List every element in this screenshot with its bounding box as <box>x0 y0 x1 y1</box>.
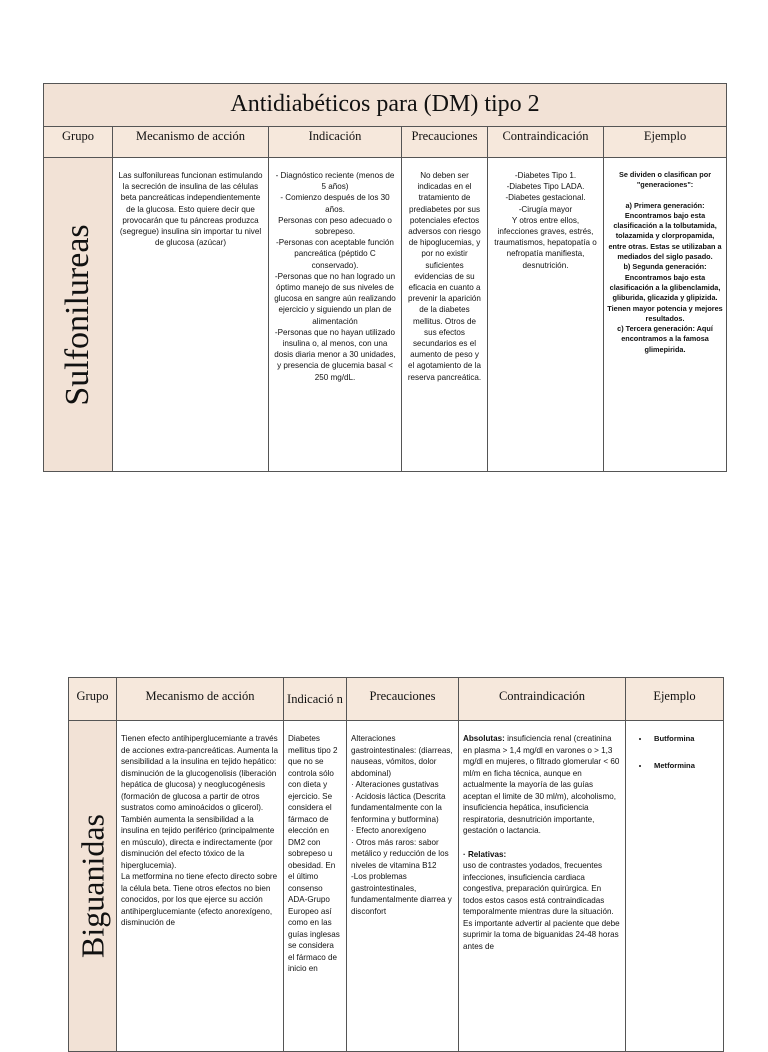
header-grupo: Grupo <box>44 127 113 158</box>
table-title: Antidiabéticos para (DM) tipo 2 <box>230 91 540 117</box>
precauciones-cell-2 <box>347 721 459 1052</box>
list-item: • Metformina <box>650 760 723 771</box>
mecanismo-cell-2 <box>117 721 284 1052</box>
precauciones-cell <box>402 158 488 472</box>
sulfonilureas-table <box>43 83 727 472</box>
header-mecanismo-2: Mecanismo de acción <box>117 678 284 721</box>
header-grupo-2: Grupo <box>69 678 117 721</box>
header-indicacion: Indicación <box>269 127 402 158</box>
biguanidas-table <box>68 677 724 1052</box>
contraindicacion-text: -Diabetes Tipo 1. -Diabetes Tipo LADA. -Diabetes gestacional. -Cirugía mayor Y otros entre ellos, infecciones graves, estrés, traumatismos, hepatopatía o nefropatía manifiesta, desnutrición. <box>494 171 597 270</box>
group-label-2: Biguanidas <box>74 814 110 958</box>
indicacion-cell-2 <box>284 721 347 1052</box>
header-contraindicacion: Contraindicación <box>488 127 604 158</box>
indicacion-cell <box>269 158 402 472</box>
mecanismo-text-2: Tienen efecto antihiperglucemiante a través de acciones extra-pancreáticas. Aumenta la sensibilidad a la insulina en tejido hepático: disminución de la glucogenolisis (liberación hepática de glucosa) y neoglucogénesis (formación de glucosa a partir de otros sustratos como aminoácidos o glicerol). También aumenta la sensibilidad a la insulina en tejido periférico (principalmente en músculo), directa e indirectamente (por disminución del efecto tóxico de la hiperglucemia). La metformina no tiene efecto directo sobre la célula beta. Tiene otros efectos no bien conocidos, por los que ejerce su acción antihiperglucemiante (efecto anorexígeno, disminución de <box>121 734 279 927</box>
contraindicacion-text-2: Absolutas: insuficiencia renal (creatinina en plasma > 1,4 mg/dl en varones o > 1,3 mg/dl en mujeres, o filtrado glomerular < 60 ml/m en ficha técnica, aunque en actualmente la mayoría de las guías aceptan el limite de 30 ml/m), alcoholismo, insuficiencia hepática, insuficiencia respiratoria, desnutrición importante, gestación o lactancia. · Relativas: uso de contrastes yodados, frecuentes infecciones, insuficiencia cardiaca congestiva, preparación quirúrgica. En todos estos casos está contraindicadas temporalmente mientras dure la situación. Es importante advertir al paciente que debe suprimir la toma de biguanidas 24-48 horas antes de <box>463 734 620 951</box>
header-contraindicacion-2: Contraindicación <box>459 678 626 721</box>
mecanismo-text: Las sulfonilureas funcionan estimulando la secreción de insulina de las células beta pancreáticas independientemente de la glucosa. Esto quiere decir que provocarán que tu páncreas produzca (segregue) insulina sin importar tu nivel de glucosa (azúcar) <box>118 171 263 248</box>
ejemplo-cell-2 <box>626 721 724 1052</box>
group-label: Sulfonilureas <box>59 223 96 406</box>
header-precauciones-2: Precauciones <box>347 678 459 721</box>
mecanismo-cell <box>113 158 269 472</box>
ejemplo-list <box>626 721 723 771</box>
header-precauciones: Precauciones <box>402 127 488 158</box>
indicacion-text-2: Diabetes mellitus tipo 2 que no se controla sólo con dieta y ejercicio. Se considera el fármaco de elección en DM2 con sobrepeso u obesidad. En el último consenso ADA-Grupo Europeo así como en las guías inglesas se considera el fármaco de inicio en <box>288 734 340 973</box>
ejemplo-text: Se dividen o clasifican por "generaciones": a) Primera generación: Encontramos bajo esta clasificación a la tolbutamida, tolazamida y clorpropamida, entre otras. Estas se utilizaban a mediados del siglo pasado. b) Segunda generación: Encontramos bajo esta clasificación a la glibenclamida, gliburida, glicazida y glipizida. Tienen mayor potencia y mejores resultados. c) Tercera generación: Aquí encontramos a la famosa glimepirida. <box>607 170 723 354</box>
group-cell-2 <box>69 721 117 1052</box>
ejemplo-cell <box>604 158 727 472</box>
contraindicacion-cell-2 <box>459 721 626 1052</box>
table-title-cell <box>44 84 727 127</box>
precauciones-text-2: Alteraciones gastrointestinales: (diarreas, nauseas, vómitos, dolor abdominal) · Alteraciones gustativas · Acidosis láctica (Descrita fundamentalmente con la fenformina y butformina) · Efecto anorexígeno · Otros más raros: sabor metálico y reducción de los niveles de vitamina B12 -Los problemas gastrointestinales, fundamentalmente diarrea y disconfort <box>351 734 453 916</box>
indicacion-text: - Diagnóstico reciente (menos de 5 años) - Comienzo después de los 30 años. Personas con peso adecuado o sobrepeso. -Personas con aceptable función pancreática (péptido C conservado). -Personas que no han logrado un óptimo manejo de sus niveles de glucosa en sangre aún realizando ejercicio y siguiendo un plan de alimentación -Personas que no hayan utilizado insulina o, al menos, con una dosis diaria menor a 30 unidades, y presencia de glucemia basal < 250 mg/dL. <box>274 171 396 382</box>
header-ejemplo: Ejemplo <box>604 127 727 158</box>
precauciones-text: No deben ser indicadas en el tratamiento de prediabetes por sus potenciales efectos adversos con riesgo de hipoglucemias, y por no existir suficientes evidencias de su eficacia en cuanto a prevenir la aparición de la diabetes mellitus. Otros de sus efectos secundarios es el aumento de peso y el agotamiento de la reserva pancreática. <box>407 171 482 382</box>
list-item: • Butformina <box>650 733 723 744</box>
contraindicacion-cell <box>488 158 604 472</box>
header-mecanismo: Mecanismo de acción <box>113 127 269 158</box>
group-cell <box>44 158 113 472</box>
header-ejemplo-2: Ejemplo <box>626 678 724 721</box>
header-indicacion-2: Indicació n <box>284 678 347 721</box>
